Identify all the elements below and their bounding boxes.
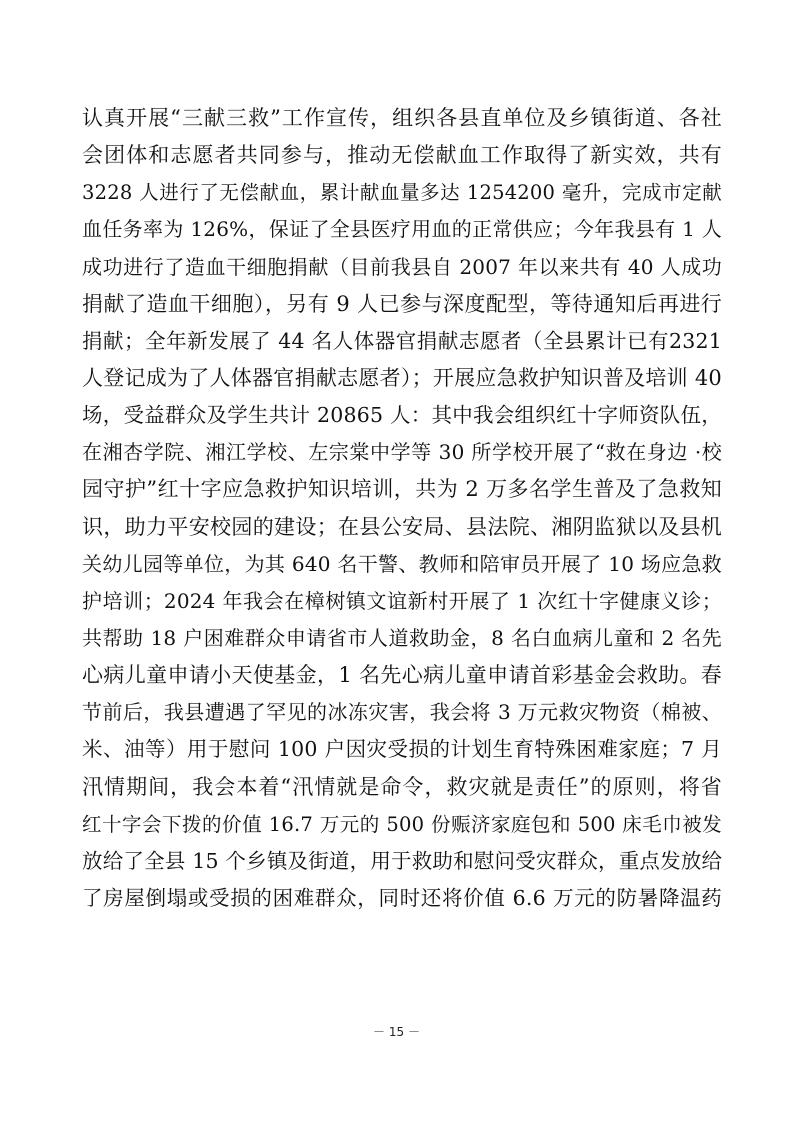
text-line: 捐献；全年新发展了 44 名人体器官捐献志愿者（全县累计已有2321 <box>82 328 722 353</box>
text-line: 心病儿童申请小天使基金，1 名先心病儿童申请首彩基金会救助。春 <box>82 663 722 688</box>
text-line: 捐献了造血干细胞），另有 9 人已参与深度配型，等待通知后再进行 <box>82 291 722 316</box>
text-line: 3228 人进行了无偿献血，累计献血量多达 1254200 毫升，完成市定献 <box>82 181 722 205</box>
text-line: 园守护”红十字应急救护知识培训，共为 2 万多名学生普及了急救知 <box>82 477 722 502</box>
text-line: 米、油等）用于慰问 100 户因灾受损的计划生育特殊困难家庭；7 月 <box>82 737 722 762</box>
text-line: 共帮助 18 户困难群众申请省市人道救助金，8 名白血病儿童和 2 名先 <box>82 625 722 650</box>
text-line: 节前后，我县遭遇了罕见的冰冻灾害，我会将 3 万元救灾物资（棉被、 <box>82 700 722 725</box>
body-paragraph <box>82 100 722 917</box>
text-line: 护培训；2024 年我会在樟树镇文谊新村开展了 1 次红十字健康义诊； <box>82 588 722 613</box>
text-line: 在湘杏学院、湘江学校、左宗棠中学等 30 所学校开展了“救在身边 ·校 <box>82 440 722 465</box>
text-line: 红十字会下拨的价值 16.7 万元的 500 份赈济家庭包和 500 床毛巾被发 <box>82 812 722 836</box>
text-line: 会团体和志愿者共同参与，推动无偿献血工作取得了新实效，共有 <box>82 143 722 168</box>
text-line: 人登记成为了人体器官捐献志愿者）；开展应急救护知识普及培训 40 <box>82 365 722 390</box>
text-line: 认真开展“三献三救”工作宣传，组织各县直单位及乡镇街道、各社 <box>82 106 722 130</box>
text-line: 场，受益群众及学生共计 20865 人：其中我会组织红十字师资队伍， <box>82 403 722 428</box>
text-line: 血任务率为 126%，保证了全县医疗用血的正常供应；今年我县有 1 人 <box>82 217 722 242</box>
text-line: 关幼儿园等单位，为其 640 名干警、教师和陪审员开展了 10 场应急救 <box>82 551 722 576</box>
text-line: 成功进行了造血干细胞捐献（目前我县自 2007 年以来共有 40 人成功 <box>82 254 722 279</box>
text-line: 放给了全县 15 个乡镇及街道，用于救助和慰问受灾群众，重点发放给 <box>82 848 723 873</box>
text-line: 了房屋倒塌或受损的困难群众，同时还将价值 6.6 万元的防暑降温药 <box>82 885 722 910</box>
text-line: 汛情期间，我会本着“汛情就是命令，救灾就是责任”的原则，将省 <box>82 774 722 799</box>
text-line: 识，助力平安校园的建设；在县公安局、县法院、湘阴监狱以及县机 <box>82 514 722 539</box>
page-number: － 15 － <box>373 1025 420 1039</box>
